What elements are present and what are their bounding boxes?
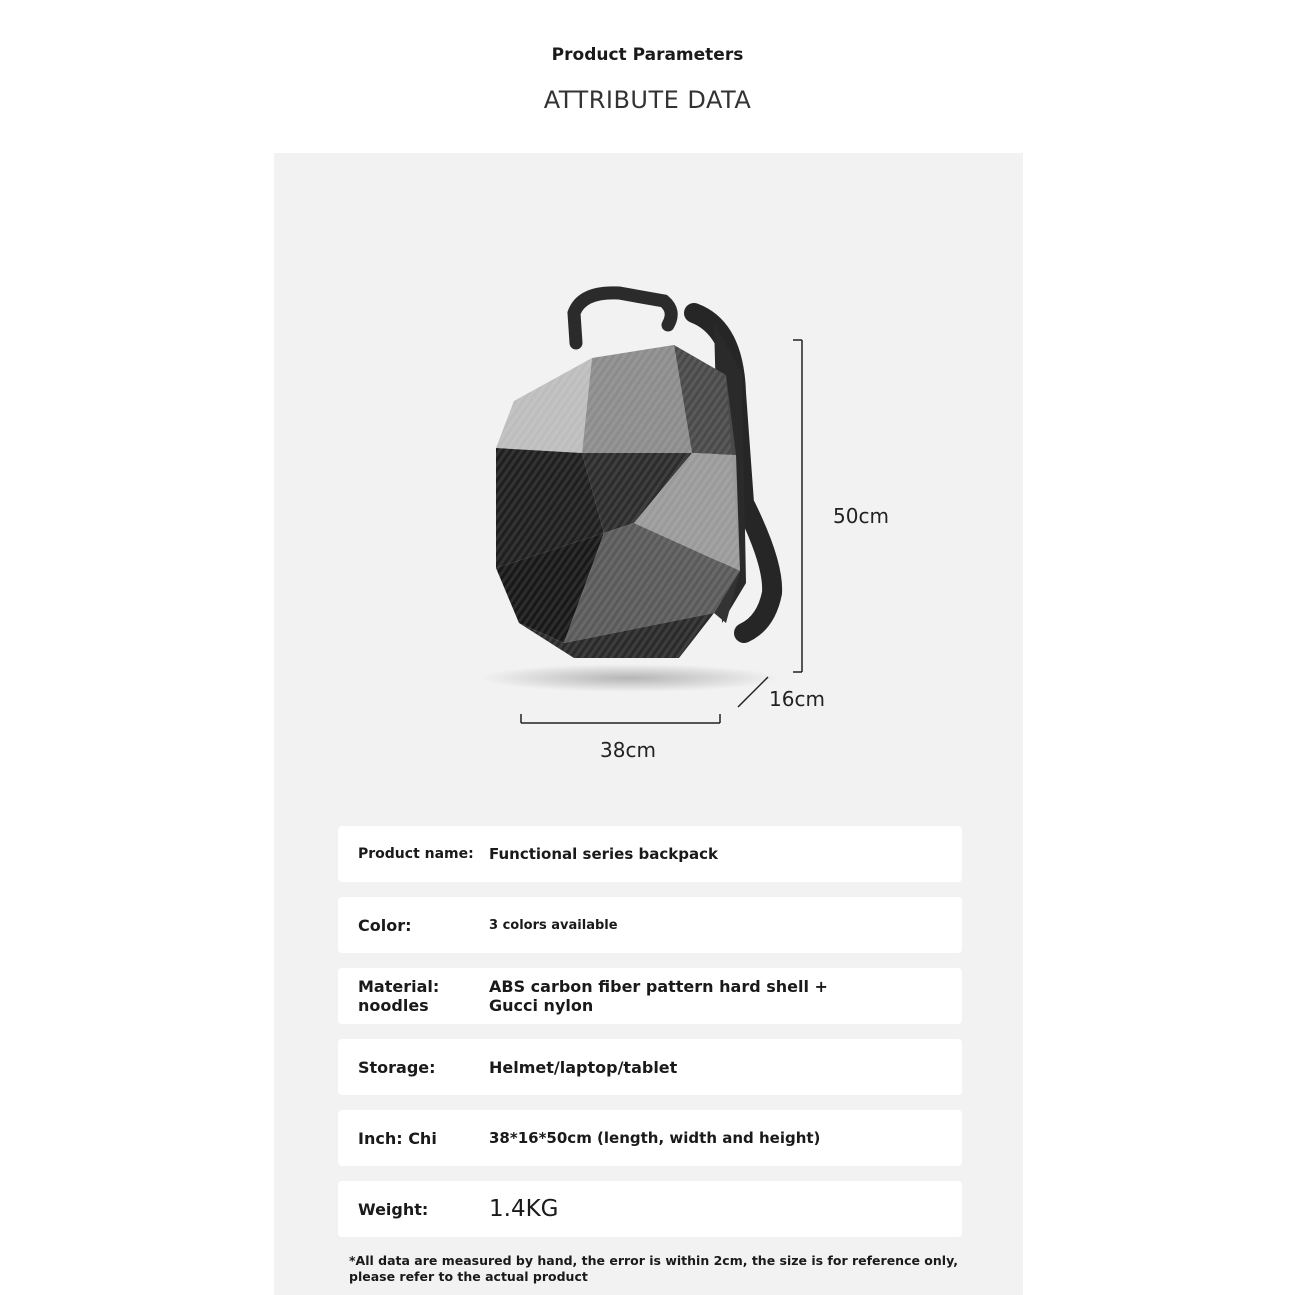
spec-row-storage [338,1039,962,1095]
spec-row-color [338,897,962,953]
handle [574,293,671,343]
width-dimension-line [521,714,720,723]
spec-value: 38*16*50cm (length, width and height) [489,1128,821,1147]
spec-label: Color: [358,915,412,935]
page-subtitle: ATTRIBUTE DATA [543,86,752,114]
spec-label: Material: noodles [358,977,440,1015]
backpack-shell [496,345,740,658]
footnote: *All data are measured by hand, the error is within 2cm, the size is for reference only, please refer to the actual product [349,1253,959,1284]
spec-value: 3 colors available [489,917,618,933]
product-image-area [274,153,1023,813]
spec-label: Storage: [358,1057,436,1077]
shadow [479,664,779,692]
spec-value: Functional series backpack [489,844,718,863]
width-label: 38cm [600,738,656,762]
height-label: 50cm [833,504,889,528]
height-dimension-line [793,340,802,672]
backpack-illustration [274,153,1023,813]
spec-value: Helmet/laptop/tablet [489,1057,678,1077]
spec-label: Weight: [358,1199,429,1219]
spec-label: Inch: Chi [358,1128,437,1148]
spec-label: Product name: [358,845,474,862]
spec-row-product-name [338,826,962,882]
content-panel [274,153,1023,1295]
page-title: Product Parameters [551,45,744,65]
spec-value: 1.4KG [489,1195,559,1222]
spec-row-inch [338,1110,962,1166]
spec-row-material [338,968,962,1024]
spec-row-weight [338,1181,962,1237]
depth-label: 16cm [769,687,825,711]
spec-value: ABS carbon fiber pattern hard shell + Gucci nylon [489,977,828,1015]
